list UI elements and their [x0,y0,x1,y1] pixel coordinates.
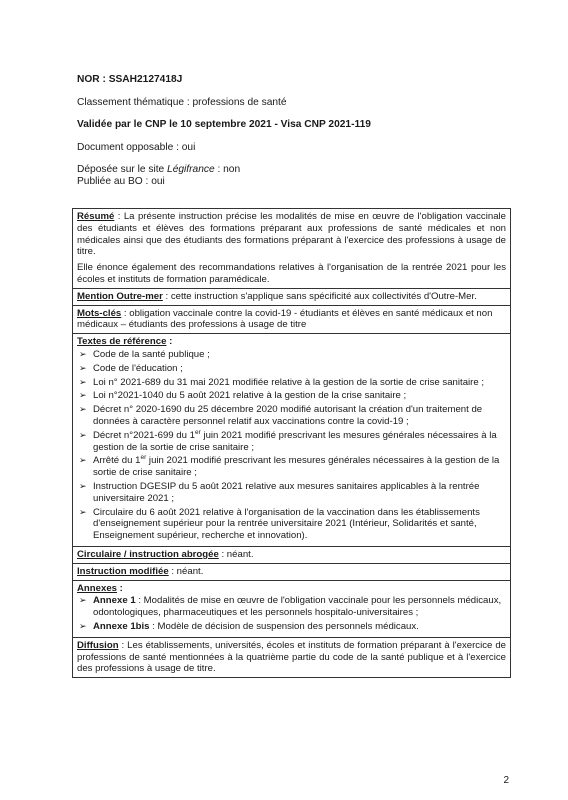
reference-item [77,430,506,454]
arrow-icon: ➢ [79,362,87,373]
reference-text: Code de la santé publique ; [93,348,210,360]
arrow-icon: ➢ [79,620,87,631]
arrow-icon: ➢ [79,455,87,466]
document-opposable: Document opposable : oui [77,142,196,153]
instruction-summary-table [72,208,511,678]
motscles-section [73,306,510,335]
arrow-icon: ➢ [79,429,87,440]
references-list [77,349,506,542]
diffusion-label: Diffusion [77,639,119,651]
reference-text: Loi n° 2021-689 du 31 mai 2021 modifiée relative à la gestion de la sortie de crise sanitaire ; [93,376,485,388]
annexe-label: Annexe 1 [93,595,136,607]
abrogee-text: : néant. [218,548,254,560]
modifiee-section [73,564,510,581]
resume-section [73,209,510,289]
reference-text: Circulaire du 6 août 2021 relative à l'organisation de la vaccination dans les établissements d'enseignement supérieur pour la rentrée universitaire 2021 (Intérieur, Solidarités et santé, Enseignement supérieur, recherche et innovation). [93,506,480,542]
arrow-icon: ➢ [79,480,87,491]
reference-item [77,404,506,428]
abrogee-section [73,547,510,564]
arrow-icon: ➢ [79,376,87,387]
arrow-icon: ➢ [79,404,87,415]
publiee-bo: Publiée au BO : oui [77,176,165,187]
reference-item [77,377,506,389]
modifiee-text: : néant. [168,565,204,577]
arrow-icon: ➢ [79,348,87,359]
reference-text: Décret n°2021-699 du 1er juin 2021 modifié prescrivant les mesures générales nécessaires à la gestion de la sortie de crise sanitaire ; [93,428,497,453]
outremer-label: Mention Outre-mer [77,290,163,302]
reference-item [77,481,506,505]
references-colon: : [166,336,173,348]
deposee-prefix: Déposée sur le site [77,164,168,175]
annexe-item [77,595,506,619]
annexes-list [77,595,506,632]
annexe-text: : Modèle de décision de suspension des personnels médicaux. [149,620,419,632]
reference-text: Code de l'éducation ; [93,362,183,374]
arrow-icon: ➢ [79,390,87,401]
resume-label: Résumé [77,211,115,222]
deposee-legifrance [77,164,240,176]
motscles-label: Mots-clés [77,307,122,319]
abrogee-label: Circulaire / instruction abrogée [77,548,219,560]
deposee-suffix: : non [214,164,241,175]
outremer-text: : cette instruction s'applique sans spécificité aux collectivités d'Outre-Mer. [162,290,477,302]
diffusion-text: : Les établissements, universités, écoles et instituts de formation préparant à l'exercice de professions de santé mentionnées à la quatrième partie du code de la santé publique et à l'exercice des professions à usage de titre. [77,639,506,675]
reference-text: Arrêté du 1er juin 2021 modifié prescrivant les mesures générales nécessaires à la gestion de la sortie de crise sanitaire ; [93,454,500,479]
legifrance-name: Légifrance [167,164,215,175]
outremer-section [73,289,510,306]
reference-item [77,349,506,361]
arrow-icon: ➢ [79,595,87,606]
classement-thematique: Classement thématique : professions de santé [77,97,287,108]
annexes-colon: : [117,582,123,594]
annexe-item [77,621,506,633]
annexes-title: Annexes [77,582,117,594]
reference-text: Décret n° 2020-1690 du 25 décembre 2020 modifié autorisant la création d'un traitement de données à caractère personnel relatif aux vaccinations contre la covid-19 ; [93,404,483,427]
reference-text: Loi n°2021-1040 du 5 août 2021 relative à la gestion de la crise sanitaire ; [93,390,407,402]
motscles-text: : obligation vaccinale contre la covid-19 - étudiants et élèves en santé médicaux et non médicaux – étudiants des professions à usage de titre [77,307,493,331]
references-title: Textes de référence [77,336,167,348]
resume-text-2: Elle énonce également des recommandations relatives à l'organisation de la rentrée 2021 pour les écoles et instituts de formation paramédicale. [77,262,506,285]
annexe-text: : Modalités de mise en œuvre de l'obligation vaccinale pour les personnels médicaux, odontologiques, pharmaceutiques et les personnels hospitalo-universitaires ; [93,595,502,619]
reference-item [77,390,506,402]
references-section [73,334,510,547]
reference-item [77,363,506,375]
validation-cnp: Validée par le CNP le 10 septembre 2021 - Visa CNP 2021-119 [77,119,371,130]
resume-text-1: : La présente instruction précise les modalités de mise en œuvre de l'obligation vaccinale des étudiants et élèves des formations préparant aux professions de santé médicales et non médicales ainsi que des étudiants des formations préparant à l'exercice des professions à usage de titre. [77,211,506,258]
reference-text: Instruction DGESIP du 5 août 2021 relative aux mesures sanitaires applicables à la rentrée universitaire 2021 ; [93,480,480,504]
nor-reference: NOR : SSAH2127418J [77,74,183,85]
page-number: 2 [503,775,509,786]
diffusion-section [73,638,510,677]
reference-item [77,507,506,542]
annexes-section [73,581,510,638]
reference-item [77,455,506,479]
modifiee-label: Instruction modifiée [77,565,169,577]
annexe-label: Annexe 1bis [93,620,150,632]
arrow-icon: ➢ [79,506,87,517]
